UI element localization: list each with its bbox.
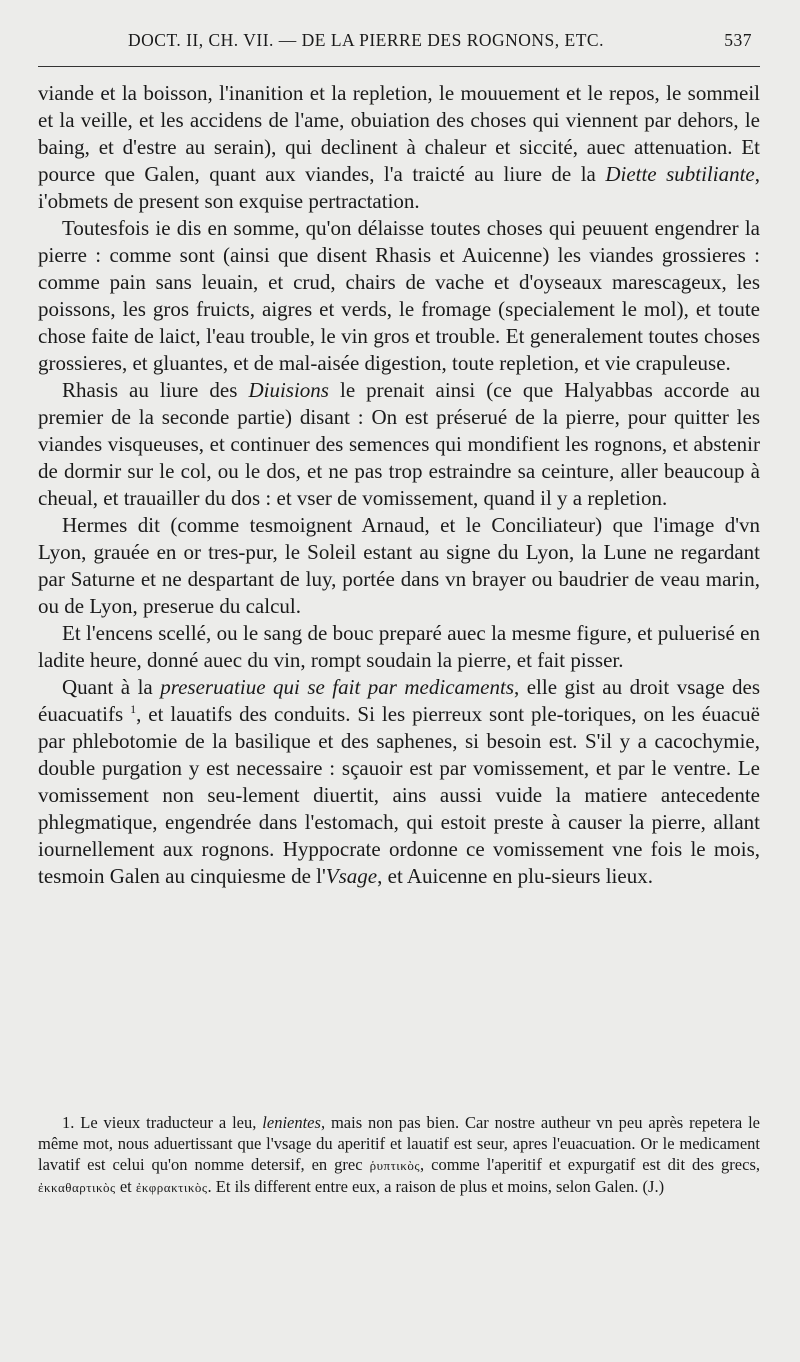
italic-text: Diette subtiliante	[605, 162, 755, 186]
text-run: Quant à la	[62, 675, 161, 699]
paragraph	[38, 377, 760, 512]
body-text	[38, 80, 760, 890]
running-head	[38, 30, 760, 60]
footnote-marker: 1	[130, 702, 137, 716]
paragraph	[38, 620, 760, 674]
text-run: , elle gist au droit vsage des éuacuatifs	[38, 675, 760, 726]
italic-text: Diuisions	[248, 378, 329, 402]
text-run: Toutesfois ie dis en somme, qu'on délaisse toutes choses qui peuuent engendrer la pierre : comme sont (ainsi que disent Rhasis et Auicenne) les viandes grossieres : comme pain sans leuain, et crud, chairs de vache et d'oyseaux marescageux, les poissons, les gros fruicts, aigres et verds, le fromage (specialement le mol), et toute chose faite de laict, l'eau trouble, le vin gros et trouble. Et generalement toutes choses grossieres, et gluantes, et de mal-aisée digestion, toute repletion, et vie crapuleuse.	[38, 216, 760, 375]
italic-text: lenientes	[262, 1113, 321, 1132]
paragraph	[38, 674, 760, 890]
greek-text: ῥυπτικὸς	[369, 1158, 420, 1173]
running-head-title: DOCT. II, CH. VII. — DE LA PIERRE DES ROGNONS, ETC.	[128, 30, 604, 50]
text-run: , et Auicenne en plu-sieurs lieux.	[377, 864, 653, 888]
text-run: le prenait ainsi (ce que Halyabbas accorde au premier de la seconde partie) disant : On est préserué de la pierre, pour quitter les viandes visqueuses, et continuer des semences qui mondifient les rognons, et abstenir de dormir sur le col, ou le dos, et ne pas trop estraindre sa ceinture, aller beaucoup à cheual, et trauailler du dos : et vser de vomissement, quand il y a repletion.	[38, 378, 761, 510]
italic-text: preseruatiue qui se fait par medicaments	[160, 675, 515, 699]
text-run: , mais non pas bien. Car nostre autheur vn peu après repetera le même mot, nous aduertissant que l'vsage du aperitif et lauatif est seur, apres l'euacuation. Or le medicament lavatif est celui qu'on nomme detersif, en grec	[38, 1113, 760, 1174]
paragraph	[38, 215, 760, 377]
header-rule	[38, 66, 760, 67]
page-number: 537	[724, 30, 752, 50]
text-run: , i'obmets de present son exquise pertractation.	[38, 162, 760, 213]
text-run: , comme l'aperitif et expurgatif est dit des grecs,	[420, 1155, 760, 1174]
paragraph	[38, 512, 760, 620]
footnote	[38, 1112, 760, 1198]
text-run: et	[115, 1177, 136, 1196]
text-run: Hermes dit (comme tesmoignent Arnaud, et le Conciliateur) que l'image d'vn Lyon, grauée en or tres-pur, le Soleil estant au signe du Lyon, la Lune ne regardant par Saturne et ne despartant de luy, portée dans vn brayer ou baudrier de veau marin, ou de Lyon, preserue du calcul.	[38, 513, 760, 618]
greek-text: ἐκκαθαρτικὸς	[38, 1180, 116, 1195]
text-run: viande et la boisson, l'inanition et la repletion, le mouuement et le repos, le sommeil et la veille, et les accidens de l'ame, obuiation des choses qui viennent par dehors, le baing, et d'estre au serain), qui declinent à chaleur et siccité, auec attenuation. Et pource que Galen, quant aux viandes, l'a traicté au liure de la	[38, 81, 760, 186]
text-run: . Et ils different entre eux, a raison de plus et moins, selon Galen. (J.)	[207, 1177, 665, 1196]
footnote-paragraph	[38, 1112, 760, 1198]
greek-text: ἐκφρακτικὸς	[135, 1180, 208, 1195]
italic-text: Vsage	[325, 864, 378, 888]
paragraph	[38, 80, 760, 215]
text-run: 1. Le vieux traducteur a leu,	[62, 1113, 263, 1132]
text-run: Et l'encens scellé, ou le sang de bouc preparé auec la mesme figure, et puluerisé en ladite heure, donné auec du vin, rompt soudain la pierre, et fait pisser.	[38, 621, 760, 672]
text-run: Rhasis au liure des	[62, 378, 249, 402]
text-run: , et lauatifs des conduits. Si les pierreux sont ple-toriques, on les éuacuë par phlebotomie de la basilique et des saphenes, si besoin est. S'il y a cacochymie, double purgation y est necessaire : sçauoir est par vomissement, et par le ventre. Le vomissement non seu-lement diuertit, ains aussi vuide la matiere antecedente phlegmatique, engendrée dans l'estomach, qui estoit preste à causer la pierre, allant iournellement aux rognons. Hyppocrate ordonne ce vomissement vne fois le mois, tesmoin Galen au cinquiesme de l'	[38, 702, 760, 888]
